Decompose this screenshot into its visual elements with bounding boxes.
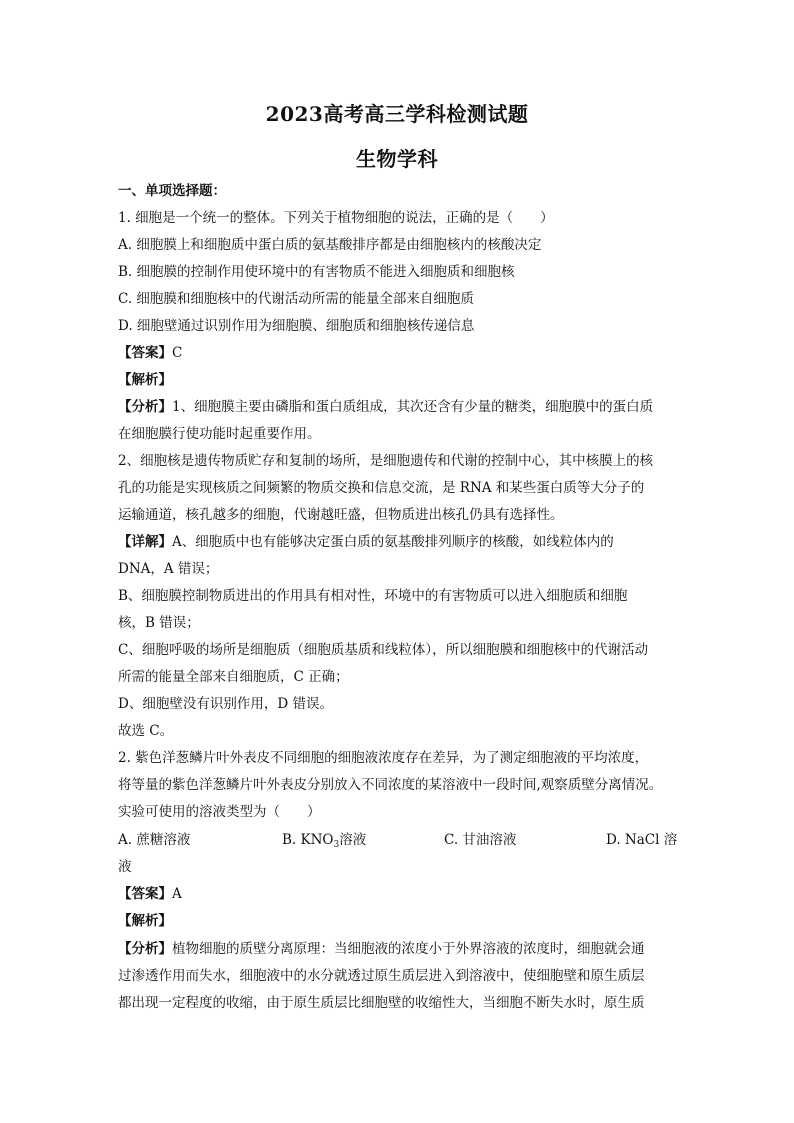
q1-fenxi-line: 孔的功能是实现核质之间频繁的物质交换和信息交流，是 RNA 和某些蛋白质等大分子的 (118, 480, 645, 496)
q1-xiangjie-line: 故选 C。 (118, 723, 174, 739)
q1-fenxi-line: 运输通道，核孔越多的细胞，代谢越旺盛，但物质进出核孔仍具有选择性。 (118, 507, 564, 523)
q1-xiangjie-line (118, 533, 688, 551)
q1-fenxi-line: 在细胞膜行使功能时起重要作用。 (118, 426, 321, 442)
option-b-text: B. KNO (282, 832, 334, 848)
xiangjie-text: A、细胞质中也有能够决定蛋白质的氨基酸排列顺序的核酸，如线粒体内的 (172, 534, 614, 550)
q1-stem: 1. 细胞是一个统一的整体。下列关于植物细胞的说法，正确的是（ ） (118, 210, 554, 226)
q2-analysis-tag: 【解析】 (118, 913, 172, 929)
option-b-subscript: 3 (333, 840, 340, 850)
fenxi-tag: 【分析】 (118, 941, 172, 957)
q1-xiangjie-line: 所需的能量全部来自细胞质，C 正确； (118, 669, 349, 685)
q2-stem-line: 将等量的紫色洋葱鳞片叶外表皮分别放入不同浓度的某溶液中一段时间,观察质壁分离情况。 (118, 777, 663, 793)
q2-option-d: D. NaCl 溶 (606, 832, 678, 848)
q2-fenxi-line: 过渗透作用而失水，细胞液中的水分就透过原生质层进入到溶液中，使细胞壁和原生质层 (118, 968, 645, 984)
answer-value: C (172, 345, 183, 361)
q2-fenxi-line (118, 940, 688, 958)
answer-tag: 【答案】 (118, 345, 172, 361)
q2-option-d-continued: 液 (118, 859, 132, 875)
q2-stem-line: 2. 紫色洋葱鳞片叶外表皮不同细胞的细胞液浓度存在差异，为了测定细胞液的平均浓度， (118, 750, 649, 766)
q2-option-b (282, 831, 366, 854)
section-heading: 一、单项选择题： (118, 183, 226, 199)
q2-option-a: A. 蔗糖溶液 (118, 832, 191, 848)
answer-tag: 【答案】 (118, 886, 172, 902)
q2-options-row (118, 831, 688, 849)
exam-title: 2023高考高三学科检测试题 (265, 102, 529, 126)
q1-option-d: D. 细胞壁通过识别作用为细胞膜、细胞质和细胞核传递信息 (118, 318, 475, 334)
option-b-suffix: 溶液 (339, 832, 367, 848)
q1-option-c: C. 细胞膜和细胞核中的代谢活动所需的能量全部来自细胞质 (118, 291, 474, 307)
q1-xiangjie-line: C、细胞呼吸的场所是细胞质（细胞质基质和线粒体），所以细胞膜和细胞核中的代谢活动 (118, 642, 649, 658)
q1-option-b: B. 细胞膜的控制作用使环境中的有害物质不能进入细胞质和细胞核 (118, 264, 515, 280)
q2-fenxi-line: 都出现一定程度的收缩，由于原生质层比细胞壁的收缩性大，当细胞不断失水时，原生质 (118, 995, 645, 1011)
q2-answer (118, 885, 688, 903)
xiangjie-tag: 【详解】 (118, 534, 172, 550)
q1-answer (118, 344, 688, 362)
q1-option-a: A. 细胞膜上和细胞质中蛋白质的氨基酸排序都是由细胞核内的核酸决定 (118, 237, 542, 253)
q1-xiangjie-line: B、细胞膜控制物质进出的作用具有相对性，环境中的有害物质可以进入细胞质和细胞 (118, 588, 628, 604)
q2-option-c: C. 甘油溶液 (444, 832, 517, 848)
q1-xiangjie-line: 核，B 错误； (118, 615, 200, 631)
fenxi-text: 植物细胞的质壁分离原理：当细胞液的浓度小于外界溶液的浓度时，细胞就会通 (172, 941, 645, 957)
q1-analysis-tag: 【解析】 (118, 372, 172, 388)
fenxi-tag: 【分析】 (118, 399, 172, 415)
q1-fenxi-line: 2、细胞核是遗传物质贮存和复制的场所，是细胞遗传和代谢的控制中心，其中核膜上的核 (118, 453, 654, 469)
answer-value: A (172, 886, 182, 902)
q1-fenxi-line (118, 398, 688, 416)
q1-xiangjie-line: DNA，A 错误； (118, 561, 219, 577)
subject-title: 生物学科 (356, 147, 438, 171)
q1-xiangjie-line: D、细胞壁没有识别作用，D 错误。 (118, 696, 333, 712)
fenxi-text: 1、细胞膜主要由磷脂和蛋白质组成，其次还含有少量的糖类，细胞膜中的蛋白质 (172, 399, 654, 415)
q2-stem-line: 实验可使用的溶液类型为（ ） (118, 804, 321, 820)
